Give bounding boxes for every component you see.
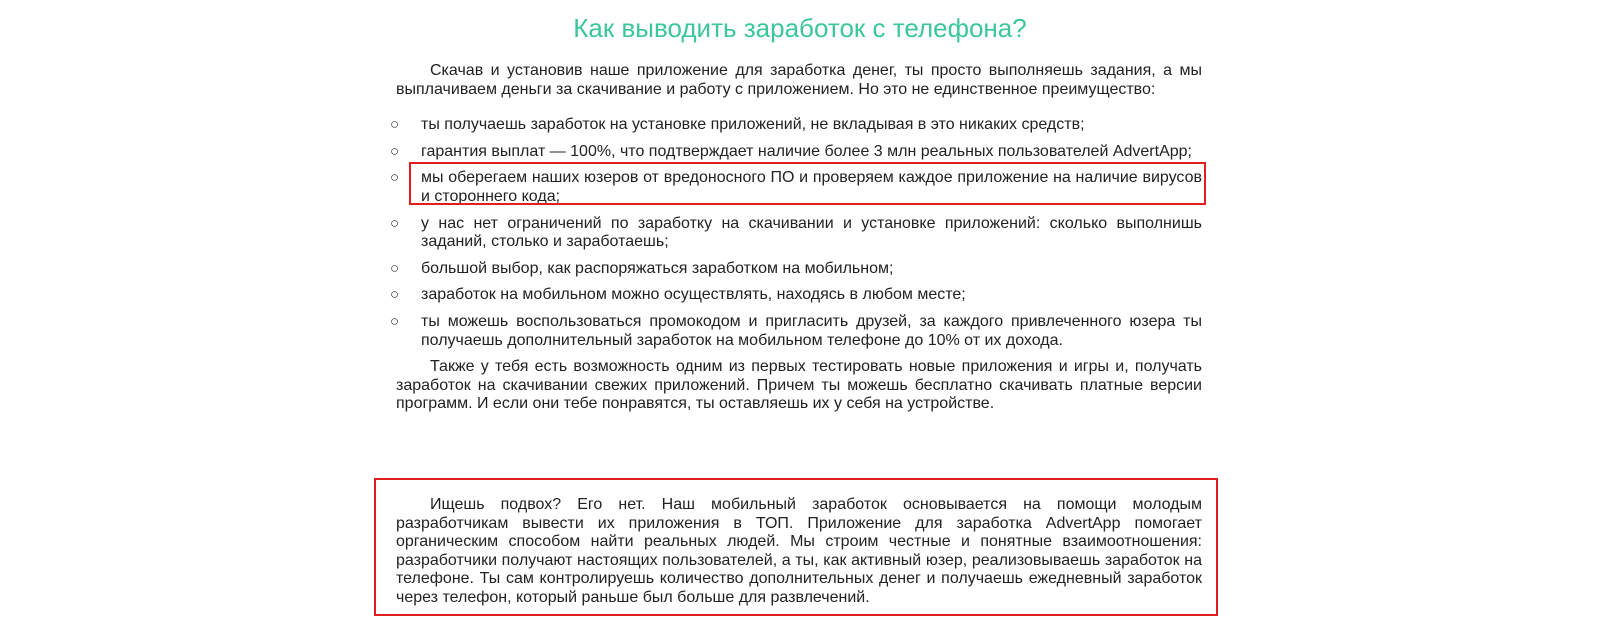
list-item-text: гарантия выплат — 100%, что подтверждает наличие более 3 млн реальных пользователей AdvertApp; (421, 142, 1192, 160)
list-item (390, 116, 1202, 135)
list-item-text: большой выбор, как распоряжаться заработком на мобильном; (421, 259, 894, 277)
bullet-icon: ○ (390, 169, 400, 187)
page-title: Как выводить заработок с телефона? (573, 13, 1027, 43)
article-body (390, 62, 1202, 414)
bullet-icon: ○ (390, 142, 400, 160)
highlight-frame-guarantee (409, 162, 1206, 205)
list-item-text: мы оберегаем наших юзеров от вредоносного ПО и проверяем каждое приложение на наличие вирусов и стороннего кода; (421, 169, 1202, 205)
bullet-icon: ○ (390, 286, 400, 304)
list-item (390, 312, 1202, 350)
callout-box (396, 496, 1202, 608)
callout-paragraph: Ищешь подвох? Его нет. Наш мобильный заработок основывается на помощи молодым разработчикам вывести их приложения в ТОП. Приложение для заработка AdvertApp помогает органическим способом найти реальных людей. Мы строим честные и понятные взаимоотношения: разработчики получают настоящих пользователей, а ты, как активный юзер, реализовываешь заработок на телефоне. Ты сам контролируешь количество дополнительных денег и получаешь ежедневный заработок через телефон, который раньше был больше для развлечений. (396, 496, 1202, 606)
list-item (390, 259, 1202, 279)
bullet-icon: ○ (390, 312, 400, 330)
bullet-icon: ○ (390, 259, 400, 277)
list-item (390, 286, 1202, 305)
list-item-text: ты можешь воспользоваться промокодом и пригласить друзей, за каждого привлеченного юзера ты получаешь дополнительный заработок на мобильном телефоне до 10% от их дохода. (421, 312, 1202, 349)
list-item-highlighted (390, 142, 1202, 162)
bullet-icon: ○ (390, 214, 400, 232)
also-paragraph: Также у тебя есть возможность одним из первых тестировать новые приложения и игры и, получать заработок на скачивании свежих приложений. Причем ты можешь бесплатно скачивать платные версии программ. И если они тебе понравятся, ты оставляешь их у себя на устройстве. (396, 358, 1202, 413)
list-item (390, 214, 1202, 252)
intro-paragraph: Скачав и установив наше приложение для заработка денег, ты просто выполняешь задания, а мы выплачиваем деньги за скачивание и работу с приложением. Но это не единственное преимущество: (396, 62, 1202, 98)
list-item-text: ты получаешь заработок на установке приложений, не вкладывая в это никаких средств; (421, 116, 1085, 134)
benefits-list (390, 116, 1202, 350)
list-item-text: заработок на мобильном можно осуществлять, находясь в любом месте; (421, 286, 966, 304)
bullet-icon: ○ (390, 116, 400, 134)
list-item-text: у нас нет ограничений по заработку на скачивании и установке приложений: сколько выполнишь заданий, столько и заработаешь; (421, 214, 1202, 251)
